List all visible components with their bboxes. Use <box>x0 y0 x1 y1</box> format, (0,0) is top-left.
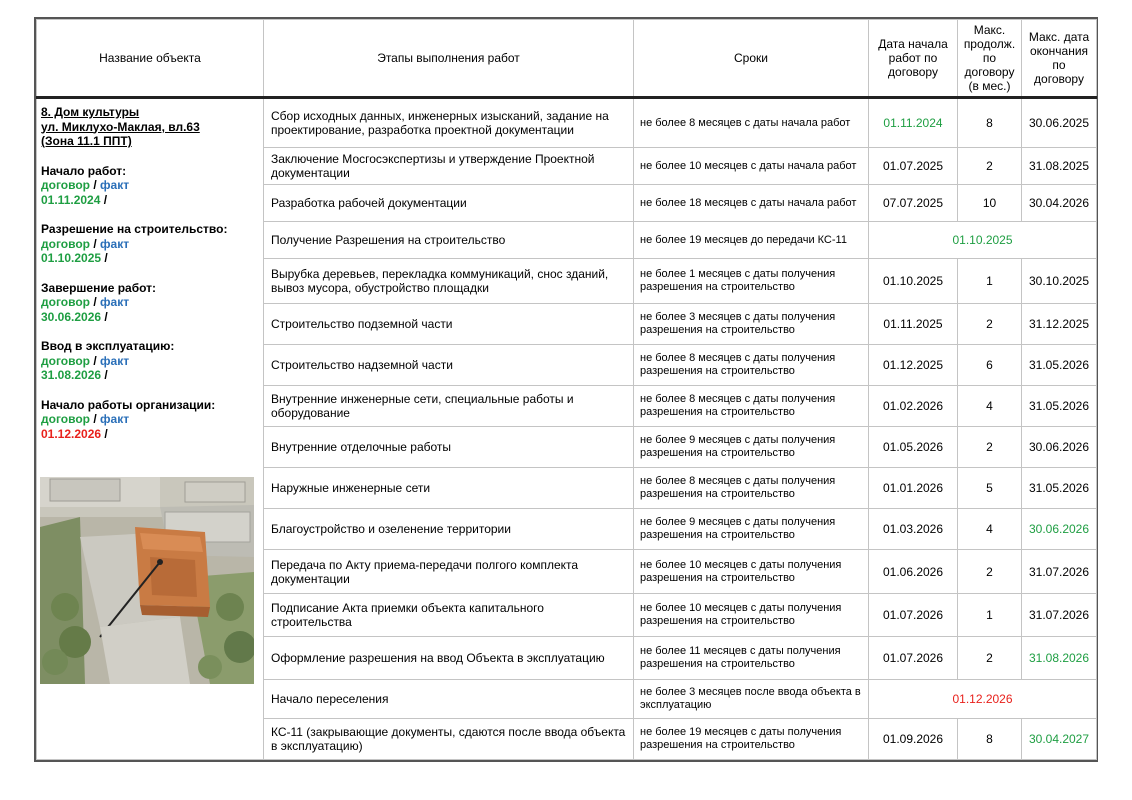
stage-cell: Благоустройство и озеленение территории <box>264 509 634 550</box>
col-header-max-duration: Макс. продолж. по договору (в мес.) <box>958 20 1022 98</box>
term-cell: не более 1 месяцев с даты получения разрешения на строительство <box>634 259 869 304</box>
term-cell: не более 10 месяцев с даты получения разрешения на строительство <box>634 550 869 594</box>
schedule-table <box>36 19 1097 760</box>
start-date-cell: 01.11.2024 <box>869 98 958 148</box>
col-header-object: Название объекта <box>37 20 264 98</box>
duration-cell: 6 <box>958 345 1022 386</box>
end-date-cell: 31.07.2026 <box>1022 550 1097 594</box>
duration-cell: 4 <box>958 509 1022 550</box>
duration-cell: 8 <box>958 98 1022 148</box>
start-date-cell: 01.07.2026 <box>869 637 958 680</box>
term-cell: не более 11 месяцев с даты получения разрешения на строительство <box>634 637 869 680</box>
end-date-cell: 30.04.2026 <box>1022 185 1097 222</box>
start-date-cell: 01.07.2025 <box>869 148 958 185</box>
term-cell: не более 10 месяцев с даты получения разрешения на строительство <box>634 594 869 637</box>
stage-cell: Внутренние инженерные сети, специальные работы и оборудование <box>264 386 634 427</box>
stage-cell: Оформление разрешения на ввод Объекта в эксплуатацию <box>264 637 634 680</box>
duration-cell: 2 <box>958 148 1022 185</box>
term-cell: не более 19 месяцев с даты получения разрешения на строительство <box>634 719 869 760</box>
start-date-cell: 01.09.2026 <box>869 719 958 760</box>
term-cell: не более 8 месяцев с даты получения разрешения на строительство <box>634 386 869 427</box>
start-date-cell: 01.07.2026 <box>869 594 958 637</box>
duration-cell: 4 <box>958 386 1022 427</box>
building-rendering-image <box>40 477 254 684</box>
stage-cell: Получение Разрешения на строительство <box>264 222 634 259</box>
end-date-cell: 31.12.2025 <box>1022 304 1097 345</box>
end-date-cell: 31.07.2026 <box>1022 594 1097 637</box>
start-date-cell: 01.05.2026 <box>869 427 958 468</box>
end-date-cell: 31.08.2026 <box>1022 637 1097 680</box>
duration-cell: 1 <box>958 259 1022 304</box>
stage-cell: Наружные инженерные сети <box>264 468 634 509</box>
col-header-stages: Этапы выполнения работ <box>264 20 634 98</box>
end-date-cell: 30.04.2027 <box>1022 719 1097 760</box>
stage-cell: Заключение Мосгосэкспертизы и утверждение Проектной документации <box>264 148 634 185</box>
header-row <box>37 20 1097 98</box>
milestone-commissioning: Ввод в эксплуатацию: договор / факт 31.08.2026 / <box>41 339 175 382</box>
object-info-cell <box>37 98 264 760</box>
stage-cell: Вырубка деревьев, перекладка коммуникаций, снос зданий, вывоз мусора, обустройство площадки <box>264 259 634 304</box>
col-header-max-end-date: Макс. дата окончания по договору <box>1022 20 1097 98</box>
duration-cell: 2 <box>958 427 1022 468</box>
term-cell: не более 18 месяцев с даты начала работ <box>634 185 869 222</box>
term-cell: не более 19 месяцев до передачи КС-11 <box>634 222 869 259</box>
duration-cell: 2 <box>958 550 1022 594</box>
term-cell: не более 8 месяцев с даты начала работ <box>634 98 869 148</box>
end-date-cell: 30.06.2025 <box>1022 98 1097 148</box>
end-date-cell: 31.05.2026 <box>1022 468 1097 509</box>
end-date-cell: 31.05.2026 <box>1022 345 1097 386</box>
stage-cell: Сбор исходных данных, инженерных изысканий, задание на проектирование, разработка проектной документации <box>264 98 634 148</box>
start-date-cell: 01.02.2026 <box>869 386 958 427</box>
milestone-operation-start: Начало работы организации: договор / факт 01.12.2026 / <box>41 397 216 441</box>
start-date-cell: 01.01.2026 <box>869 468 958 509</box>
duration-cell: 2 <box>958 637 1022 680</box>
end-date-cell: 30.06.2026 <box>1022 427 1097 468</box>
term-cell: не более 8 месяцев с даты получения разрешения на строительство <box>634 345 869 386</box>
permit-date-merged-cell: 01.10.2025 <box>869 222 1097 259</box>
duration-cell: 1 <box>958 594 1022 637</box>
start-date-cell: 01.03.2026 <box>869 509 958 550</box>
end-date-cell: 31.05.2026 <box>1022 386 1097 427</box>
term-cell: не более 3 месяцев после ввода объекта в эксплуатацию <box>634 680 869 719</box>
end-date-cell: 30.10.2025 <box>1022 259 1097 304</box>
start-date-cell: 01.06.2026 <box>869 550 958 594</box>
resettlement-date-merged-cell: 01.12.2026 <box>869 680 1097 719</box>
stage-cell: Строительство надземной части <box>264 345 634 386</box>
milestone-permit: Разрешение на строительство: договор / факт 01.10.2025 / <box>41 222 228 265</box>
start-date-cell: 01.12.2025 <box>869 345 958 386</box>
term-cell: не более 8 месяцев с даты получения разрешения на строительство <box>634 468 869 509</box>
duration-cell: 2 <box>958 304 1022 345</box>
start-date-cell: 01.11.2025 <box>869 304 958 345</box>
stage-cell: Начало переселения <box>264 680 634 719</box>
duration-cell: 5 <box>958 468 1022 509</box>
col-header-terms: Сроки <box>634 20 869 98</box>
milestone-completion: Завершение работ: договор / факт 30.06.2026 / <box>41 280 157 324</box>
term-cell: не более 9 месяцев с даты получения разрешения на строительство <box>634 427 869 468</box>
start-date-cell: 01.10.2025 <box>869 259 958 304</box>
stage-cell: Внутренние отделочные работы <box>264 427 634 468</box>
stage-cell: Строительство подземной части <box>264 304 634 345</box>
term-cell: не более 9 месяцев с даты получения разрешения на строительство <box>634 509 869 550</box>
term-cell: не более 10 месяцев с даты начала работ <box>634 148 869 185</box>
end-date-cell: 31.08.2025 <box>1022 148 1097 185</box>
start-date-cell: 07.07.2025 <box>869 185 958 222</box>
stage-cell: КС-11 (закрывающие документы, сдаются после ввода объекта в эксплуатацию) <box>264 719 634 760</box>
term-cell: не более 3 месяцев с даты получения разрешения на строительство <box>634 304 869 345</box>
end-date-cell: 30.06.2026 <box>1022 509 1097 550</box>
duration-cell: 8 <box>958 719 1022 760</box>
duration-cell: 10 <box>958 185 1022 222</box>
col-header-start-date: Дата начала работ по договору <box>869 20 958 98</box>
stage-cell: Передача по Акту приема-передачи полгого комплекта документации <box>264 550 634 594</box>
object-title: 8. Дом культуры ул. Миклухо-Маклая, вл.63 (Зона 11.1 ППТ) <box>41 105 200 148</box>
milestone-start: Начало работ: договор / факт 01.11.2024 / <box>41 163 130 207</box>
stage-cell: Разработка рабочей документации <box>264 185 634 222</box>
stage-cell: Подписание Акта приемки объекта капитального строительства <box>264 594 634 637</box>
table-row <box>37 98 1097 148</box>
